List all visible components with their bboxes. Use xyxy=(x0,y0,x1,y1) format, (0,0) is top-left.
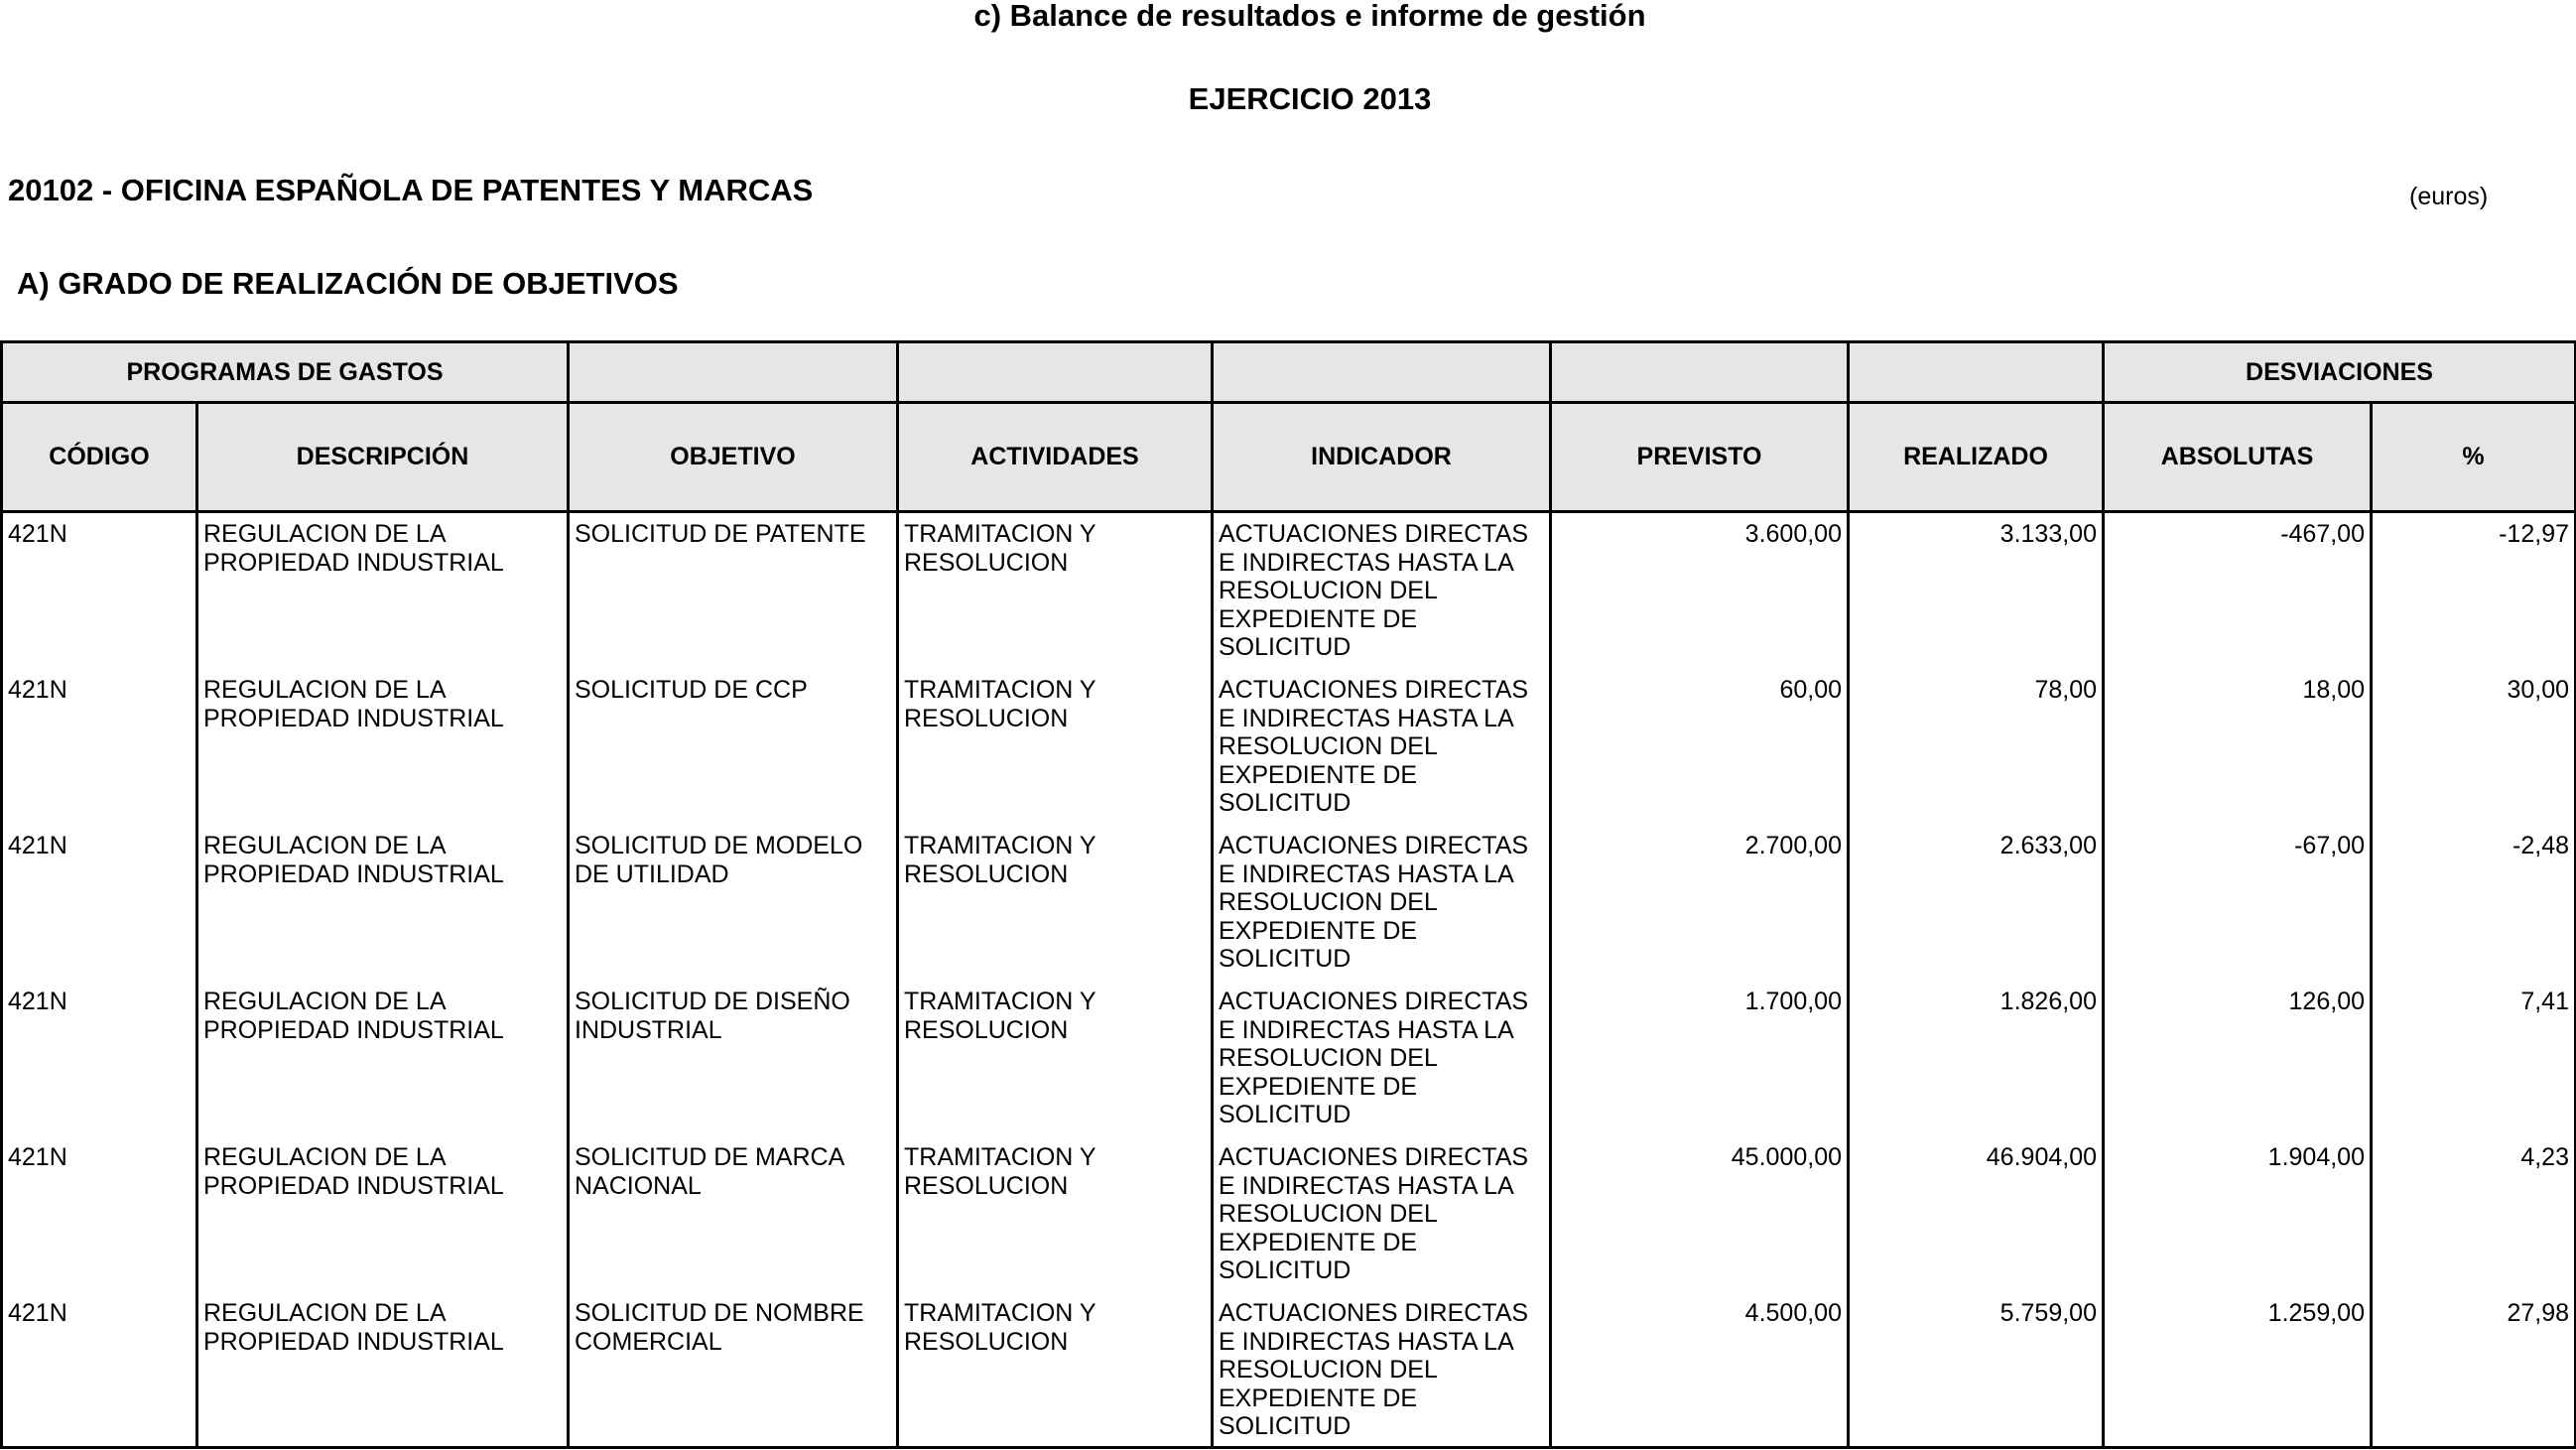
document-title: c) Balance de resultados e informe de gestión xyxy=(973,0,1646,33)
group-header-empty xyxy=(1551,342,1849,403)
cell-indicador: ACTUACIONES DIRECTAS E INDIRECTAS HASTA LA RESOLUCION DEL EXPEDIENTE DE SOLICITUD xyxy=(1213,825,1551,981)
cell-actividades: TRAMITACION Y RESOLUCION xyxy=(898,669,1213,825)
table-row xyxy=(2,825,2576,981)
group-header-desviaciones: DESVIACIONES xyxy=(2104,342,2576,403)
cell-porcentaje: 30,00 xyxy=(2372,669,2576,825)
group-header-empty xyxy=(1849,342,2104,403)
cell-absolutas: -467,00 xyxy=(2104,512,2372,670)
cell-indicador: ACTUACIONES DIRECTAS E INDIRECTAS HASTA LA RESOLUCION DEL EXPEDIENTE DE SOLICITUD xyxy=(1213,1292,1551,1448)
cell-actividades: TRAMITACION Y RESOLUCION xyxy=(898,981,1213,1136)
cell-realizado: 78,00 xyxy=(1849,669,2104,825)
cell-absolutas: -67,00 xyxy=(2104,825,2372,981)
column-header-actividades: ACTIVIDADES xyxy=(898,403,1213,512)
column-header-descripcion: DESCRIPCIÓN xyxy=(197,403,569,512)
column-header-absolutas: ABSOLUTAS xyxy=(2104,403,2372,512)
cell-absolutas: 126,00 xyxy=(2104,981,2372,1136)
group-header-programas: PROGRAMAS DE GASTOS xyxy=(2,342,569,403)
table-row xyxy=(2,669,2576,825)
cell-previsto: 3.600,00 xyxy=(1551,512,1849,670)
cell-previsto: 60,00 xyxy=(1551,669,1849,825)
cell-actividades: TRAMITACION Y RESOLUCION xyxy=(898,1136,1213,1292)
column-header-porcentaje: % xyxy=(2372,403,2576,512)
cell-descripcion: REGULACION DE LA PROPIEDAD INDUSTRIAL xyxy=(197,981,569,1136)
cell-objetivo: SOLICITUD DE DISEÑO INDUSTRIAL xyxy=(569,981,898,1136)
cell-realizado: 1.826,00 xyxy=(1849,981,2104,1136)
cell-realizado: 46.904,00 xyxy=(1849,1136,2104,1292)
cell-porcentaje: 4,23 xyxy=(2372,1136,2576,1292)
section-heading: A) GRADO DE REALIZACIÓN DE OBJETIVOS xyxy=(17,266,679,301)
cell-porcentaje: 27,98 xyxy=(2372,1292,2576,1448)
cell-descripcion: REGULACION DE LA PROPIEDAD INDUSTRIAL xyxy=(197,669,569,825)
cell-descripcion: REGULACION DE LA PROPIEDAD INDUSTRIAL xyxy=(197,1136,569,1292)
currency-unit-label: (euros) xyxy=(2409,183,2489,210)
cell-absolutas: 18,00 xyxy=(2104,669,2372,825)
group-header-empty xyxy=(1213,342,1551,403)
organization-heading: 20102 - OFICINA ESPAÑOLA DE PATENTES Y MARCAS xyxy=(8,173,814,207)
column-header-objetivo: OBJETIVO xyxy=(569,403,898,512)
column-header-codigo: CÓDIGO xyxy=(2,403,197,512)
column-header-realizado: REALIZADO xyxy=(1849,403,2104,512)
cell-realizado: 5.759,00 xyxy=(1849,1292,2104,1448)
cell-actividades: TRAMITACION Y RESOLUCION xyxy=(898,1292,1213,1448)
cell-codigo: 421N xyxy=(2,512,197,670)
cell-indicador: ACTUACIONES DIRECTAS E INDIRECTAS HASTA LA RESOLUCION DEL EXPEDIENTE DE SOLICITUD xyxy=(1213,981,1551,1136)
cell-realizado: 2.633,00 xyxy=(1849,825,2104,981)
cell-objetivo: SOLICITUD DE MODELO DE UTILIDAD xyxy=(569,825,898,981)
cell-indicador: ACTUACIONES DIRECTAS E INDIRECTAS HASTA LA RESOLUCION DEL EXPEDIENTE DE SOLICITUD xyxy=(1213,512,1551,670)
cell-porcentaje: -12,97 xyxy=(2372,512,2576,670)
column-header-previsto: PREVISTO xyxy=(1551,403,1849,512)
cell-descripcion: REGULACION DE LA PROPIEDAD INDUSTRIAL xyxy=(197,825,569,981)
cell-codigo: 421N xyxy=(2,1136,197,1292)
table-row xyxy=(2,1292,2576,1448)
group-header-row xyxy=(2,342,2576,403)
cell-indicador: ACTUACIONES DIRECTAS E INDIRECTAS HASTA LA RESOLUCION DEL EXPEDIENTE DE SOLICITUD xyxy=(1213,669,1551,825)
cell-descripcion: REGULACION DE LA PROPIEDAD INDUSTRIAL xyxy=(197,512,569,670)
cell-codigo: 421N xyxy=(2,1292,197,1448)
cell-absolutas: 1.259,00 xyxy=(2104,1292,2372,1448)
cell-actividades: TRAMITACION Y RESOLUCION xyxy=(898,825,1213,981)
table-row xyxy=(2,1136,2576,1292)
column-header-indicador: INDICADOR xyxy=(1213,403,1551,512)
cell-objetivo: SOLICITUD DE PATENTE xyxy=(569,512,898,670)
cell-actividades: TRAMITACION Y RESOLUCION xyxy=(898,512,1213,670)
cell-porcentaje: 7,41 xyxy=(2372,981,2576,1136)
table-row xyxy=(2,512,2576,670)
objectives-table xyxy=(0,340,2576,1449)
cell-objetivo: SOLICITUD DE MARCA NACIONAL xyxy=(569,1136,898,1292)
group-header-empty xyxy=(898,342,1213,403)
cell-codigo: 421N xyxy=(2,669,197,825)
cell-previsto: 1.700,00 xyxy=(1551,981,1849,1136)
cell-previsto: 45.000,00 xyxy=(1551,1136,1849,1292)
cell-descripcion: REGULACION DE LA PROPIEDAD INDUSTRIAL xyxy=(197,1292,569,1448)
cell-codigo: 421N xyxy=(2,981,197,1136)
cell-porcentaje: -2,48 xyxy=(2372,825,2576,981)
table-row xyxy=(2,981,2576,1136)
cell-realizado: 3.133,00 xyxy=(1849,512,2104,670)
cell-indicador: ACTUACIONES DIRECTAS E INDIRECTAS HASTA LA RESOLUCION DEL EXPEDIENTE DE SOLICITUD xyxy=(1213,1136,1551,1292)
cell-absolutas: 1.904,00 xyxy=(2104,1136,2372,1292)
cell-codigo: 421N xyxy=(2,825,197,981)
cell-objetivo: SOLICITUD DE CCP xyxy=(569,669,898,825)
cell-previsto: 2.700,00 xyxy=(1551,825,1849,981)
cell-previsto: 4.500,00 xyxy=(1551,1292,1849,1448)
group-header-empty xyxy=(569,342,898,403)
column-header-row xyxy=(2,403,2576,512)
document-subtitle: EJERCICIO 2013 xyxy=(1188,81,1432,116)
cell-objetivo: SOLICITUD DE NOMBRE COMERCIAL xyxy=(569,1292,898,1448)
